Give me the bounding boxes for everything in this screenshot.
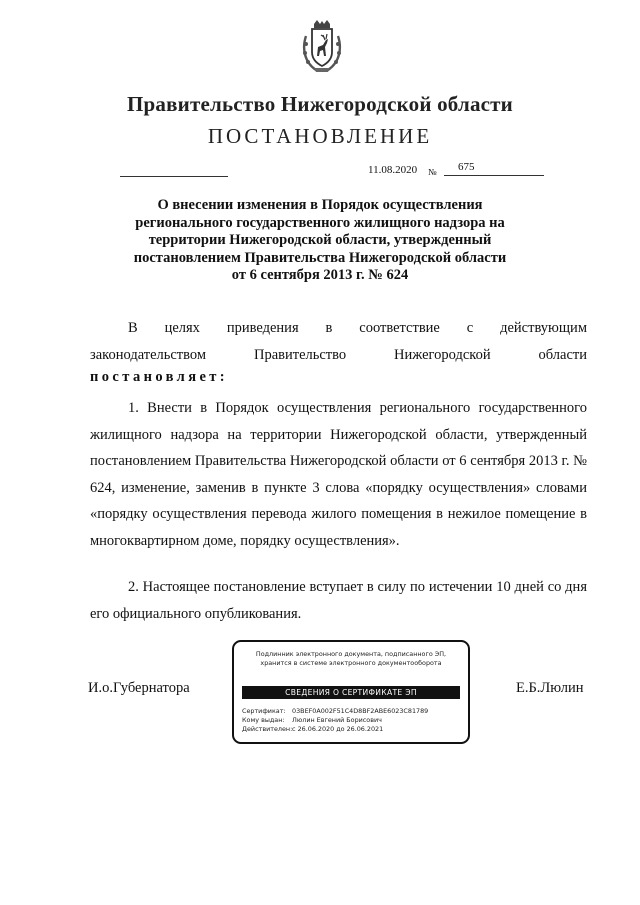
title-line: постановлением Правительства Нижегородской области: [133, 249, 507, 266]
clause-2: 2. Настоящее постановление вступает в силу по истечении 10 дней со дня его официального опубликования.: [90, 579, 587, 622]
coat-of-arms-icon: [302, 20, 342, 74]
certificate-value: 03BEF0A002F51C4D8BF2ABE6023C81789: [292, 707, 429, 715]
signatory-position: И.о.Губернатора: [88, 680, 190, 696]
certificate-label: Сертификат:: [242, 707, 286, 715]
blank-underline: [120, 176, 228, 177]
validity-label: Действителен:: [242, 725, 293, 733]
title-line: О внесении изменения в Порядок осуществления: [157, 197, 483, 213]
stamp-note-line: Подлинник электронного документа, подписанного ЭП,: [255, 650, 447, 658]
number-sign: №: [428, 167, 437, 177]
title-line: территории Нижегородской области, утвержденный: [148, 232, 492, 248]
stamp-note-line: хранится в системе электронного документооборота: [260, 659, 442, 667]
certificate-row: [242, 707, 428, 716]
signatory-name: Е.Б.Люлин: [516, 680, 584, 696]
decree-word: постановляет:: [90, 369, 229, 385]
title-line: регионального государственного жилищного надзора на: [135, 214, 505, 231]
validity-row: [242, 725, 428, 734]
e-signature-stamp: [232, 640, 470, 744]
clause-1: 1. Внести в Порядок осуществления регионального государственного жилищного надзора на территории Нижегородской области, утвержденный постановлением Правительства Нижегородской области от 6 сентября 2013 г. № 624, изменение, заменив в пункте 3 слова «порядку осуществления» словами «порядку осуществления перевода жилого помещения в нежилое помещение в многоквартирном доме, порядку осуществления».: [90, 400, 587, 549]
validity-value: с 26.06.2020 до 26.06.2021: [292, 725, 384, 733]
stamp-header: СВЕДЕНИЯ О СЕРТИФИКАТЕ ЭП: [242, 686, 460, 699]
document-title: [120, 197, 520, 285]
document-date: 11.08.2020: [368, 164, 418, 176]
stamp-note: [234, 650, 468, 668]
preamble-line-2: законодательством Правительство Нижегородской области: [90, 347, 587, 363]
issued-to-row: [242, 716, 428, 725]
stamp-details: [242, 707, 428, 734]
preamble-line-1: В целях приведения в соответствие с действующим: [128, 320, 587, 336]
document-type: ПОСТАНОВЛЕНИЕ: [207, 124, 433, 148]
issued-to-value: Люлин Евгений Борисович: [292, 716, 382, 724]
organization-name: Правительство Нижегородской области: [127, 92, 513, 116]
title-line: от 6 сентября 2013 г. № 624: [231, 267, 409, 283]
document-number: 675: [444, 161, 544, 176]
issued-to-label: Кому выдан:: [242, 716, 285, 724]
